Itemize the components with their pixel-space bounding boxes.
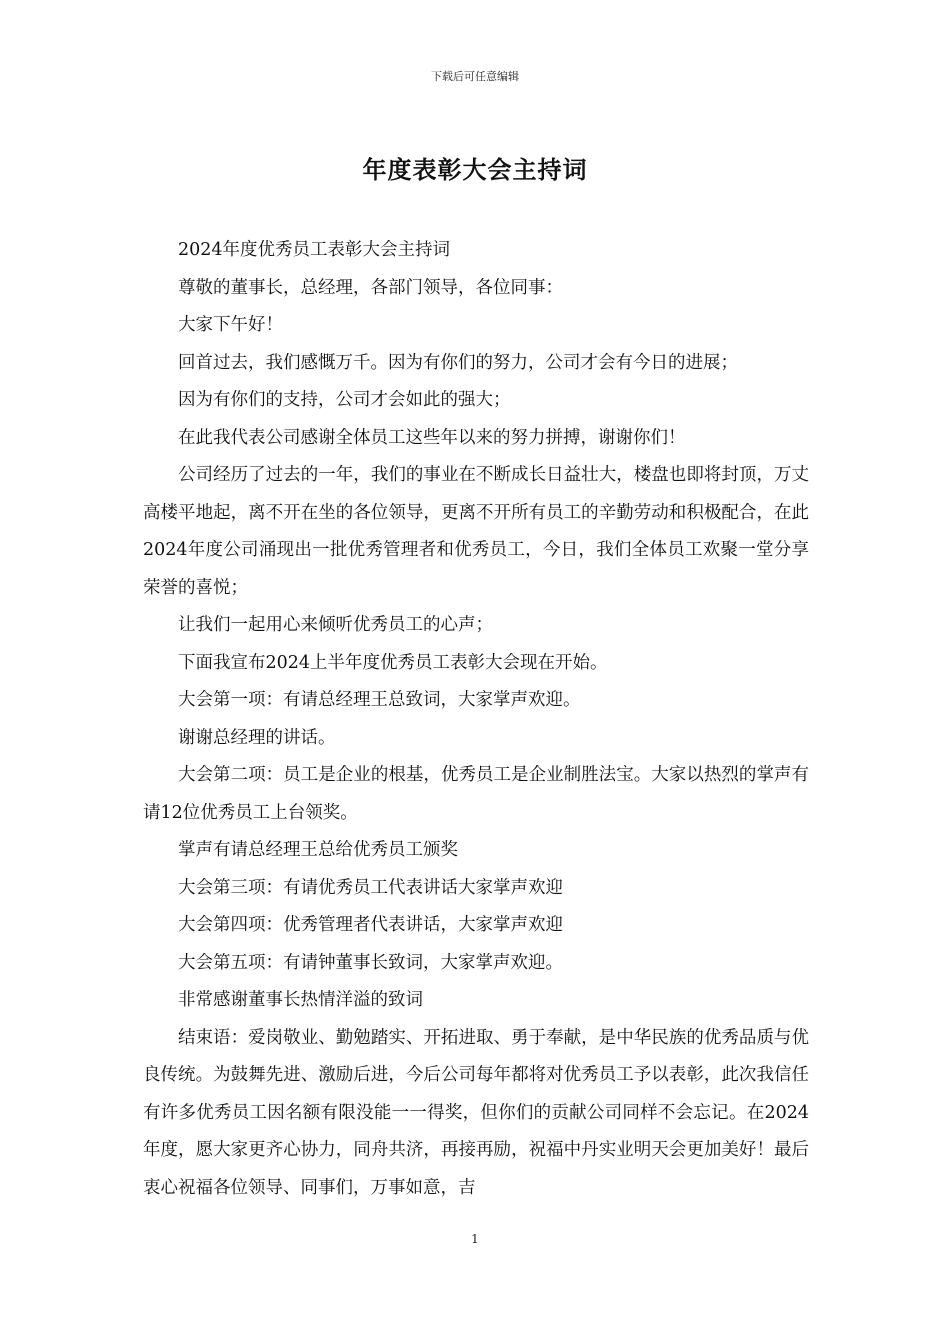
paragraph: 在此我代表公司感谢全体员工这些年以来的努力拼搏，谢谢你们！ [178, 427, 686, 448]
paragraph: 让我们一起用心来倾听优秀员工的心声； [178, 615, 493, 635]
paragraph: 大会第二项：员工是企业的根基，优秀员工是企业制胜法宝。大家以热烈的掌声有请12位优秀员工上台领奖。 [143, 765, 809, 823]
paragraph: 非常感谢董事长热情洋溢的致词 [178, 990, 423, 1010]
paragraph: 大会第一项：有请总经理王总致词，大家掌声欢迎。 [178, 690, 581, 710]
paragraph: 掌声有请总经理王总给优秀员工颁奖 [178, 840, 458, 860]
paragraph: 大会第四项：优秀管理者代表讲话，大家掌声欢迎 [178, 915, 563, 935]
paragraph: 大会第三项：有请优秀员工代表讲话大家掌声欢迎 [178, 877, 563, 898]
paragraph: 因为有你们的支持，公司才会如此的强大； [178, 390, 511, 410]
paragraph: 结束语：爱岗敬业、勤勉踏实、开拓进取、勇于奉献，是中华民族的优秀品质与优良传统。为鼓舞先进、激励后进，今后公司每年都将对优秀员工予以表彰，此次我信任有许多优秀员工因名额有限没能一一得奖，但你们的贡献公司同样不会忘记。在2024年度，愿大家更齐心协力，同舟共济，再接再励，祝福中丹实业明天会更加美好！最后衷心祝福各位领导、同事们，万事如意，吉 [143, 1027, 809, 1198]
paragraph: 尊敬的董事长，总经理，各部门领导，各位同事： [178, 277, 563, 298]
page-number: 1 [471, 1232, 479, 1246]
paragraph: 大家下午好！ [178, 315, 283, 335]
paragraph: 公司经历了过去的一年，我们的事业在不断成长日益壮大，楼盘也即将封顶，万丈高楼平地起，离不开在坐的各位领导，更离不开所有员工的辛勤劳动和积极配合，在此2024年度公司涌现出一批优秀管理者和优秀员工，今日，我们全体员工欢聚一堂分享荣誉的喜悦； [143, 465, 809, 598]
document-body [143, 232, 809, 1207]
paragraph: 下面我宣布2024上半年度优秀员工表彰大会现在开始。 [178, 652, 608, 673]
paragraph: 2024年度优秀员工表彰大会主持词 [178, 240, 451, 260]
document-title: 年度表彰大会主持词 [362, 155, 588, 184]
paragraph: 大会第五项：有请钟董事长致词，大家掌声欢迎。 [178, 952, 563, 973]
paragraph: 谢谢总经理的讲话。 [178, 727, 336, 748]
header-note: 下载后可任意编辑 [431, 70, 519, 83]
paragraph: 回首过去，我们感慨万千。因为有你们的努力，公司才会有今日的进展； [178, 352, 738, 373]
